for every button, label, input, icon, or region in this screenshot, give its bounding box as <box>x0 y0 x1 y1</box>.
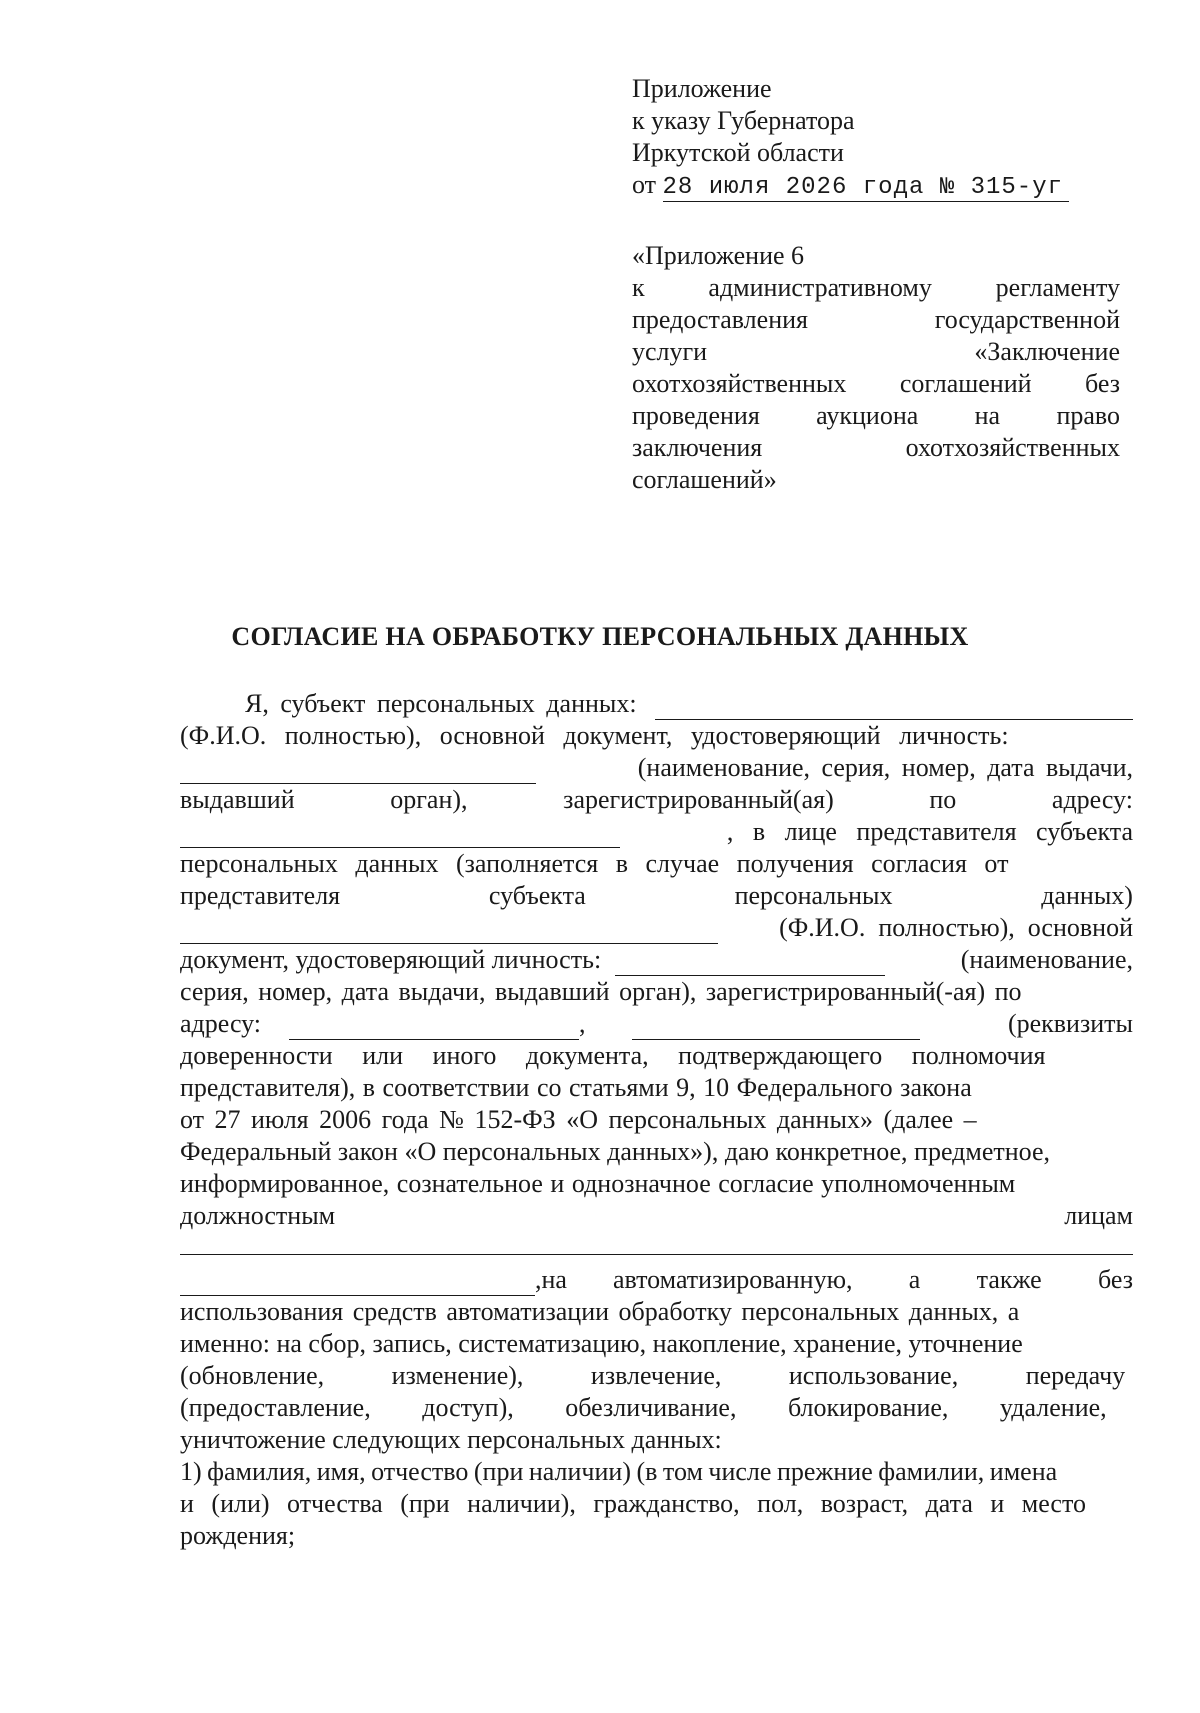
appendix-word: право <box>1056 401 1120 430</box>
body-line-9 <box>180 944 1133 976</box>
appendix-word: административному <box>708 273 932 302</box>
body-line-1 <box>180 688 1133 720</box>
appendix-word: проведения <box>632 401 760 430</box>
body-line-22: (обновление, изменение), извлечение, использование, передачу <box>180 1361 1126 1390</box>
body-text: (реквизиты <box>1007 1009 1133 1038</box>
body-line-3 <box>180 752 1133 784</box>
fill-blank-power-of-attorney[interactable] <box>632 1015 920 1040</box>
fill-blank-address[interactable] <box>180 823 620 848</box>
appendix-word: аукциона <box>816 401 919 430</box>
fill-blank-representative-document[interactable] <box>615 951 885 976</box>
fill-blank-document[interactable] <box>180 759 536 784</box>
body-line-26: и (или) отчества (при наличии), гражданство, пол, возраст, дата и место <box>180 1489 1086 1518</box>
body-word: также <box>976 1265 1042 1294</box>
body-word: персональных <box>734 881 893 910</box>
body-line-2: (Ф.И.О. полностью), основной документ, удостоверяющий личность: <box>180 721 1009 750</box>
fill-blank-officials[interactable] <box>180 1232 1133 1255</box>
body-line-10: серия, номер, дата выдачи, выдавший орган), зарегистрированный(-ая) по <box>180 977 1022 1006</box>
header-line-2: к указу Губернатора <box>632 106 855 135</box>
appendix-line-2 <box>632 272 1120 304</box>
appendix-line-7 <box>632 432 1120 464</box>
appendix-word: на <box>974 401 1001 430</box>
body-text: Я, субъект персональных данных: <box>245 689 637 718</box>
body-line-15: Федеральный закон «О персональных данных»), даю конкретное, предметное, <box>180 1137 1051 1166</box>
document-title: СОГЛАСИЕ НА ОБРАБОТКУ ПЕРСОНАЛЬНЫХ ДАННЫХ <box>231 622 969 651</box>
document-body <box>180 688 1133 1552</box>
header-line-3: Иркутской области <box>632 138 844 167</box>
body-text: , <box>579 1009 586 1038</box>
date-value: 28 июля 2026 года № 315-уг <box>663 175 1069 202</box>
body-word: а <box>908 1265 921 1294</box>
appendix-word: государственной <box>934 305 1120 334</box>
appendix-line-6 <box>632 400 1120 432</box>
header-block <box>632 73 1063 202</box>
body-line-18 <box>180 1232 1133 1264</box>
body-word: автоматизированную, <box>612 1265 853 1294</box>
body-word: лицам <box>1064 1201 1133 1230</box>
body-line-14: от 27 июля 2006 года № 152-ФЗ «О персональных данных» (далее – <box>180 1105 977 1134</box>
body-word: без <box>1097 1265 1133 1294</box>
appendix-word: к <box>632 273 645 302</box>
appendix-word: «Заключение <box>974 337 1120 366</box>
body-line-13: представителя), в соответствии со статьями 9, 10 Федерального закона <box>180 1073 972 1102</box>
appendix-word: охотхозяйственных <box>905 433 1120 462</box>
body-word: ,на <box>535 1265 567 1294</box>
body-line-4 <box>180 784 1133 816</box>
appendix-word: регламенту <box>995 273 1120 302</box>
body-text: , в лице представителя субъекта <box>726 817 1133 846</box>
body-line-11 <box>180 1008 1133 1040</box>
body-line-17 <box>180 1200 1133 1232</box>
appendix-word: услуги <box>632 337 708 366</box>
body-text: (наименование, серия, номер, дата выдачи, <box>637 753 1133 782</box>
body-line-5 <box>180 816 1133 848</box>
body-text: документ, удостоверяющий личность: <box>180 945 602 974</box>
body-line-20: использования средств автоматизации обработку персональных данных, а <box>180 1297 1020 1326</box>
body-line-8 <box>180 912 1133 944</box>
appendix-word: без <box>1084 369 1120 398</box>
body-line-12: доверенности или иного документа, подтверждающего полномочия <box>180 1041 1046 1070</box>
body-line-21: именно: на сбор, запись, систематизацию, накопление, хранение, уточнение <box>180 1329 1023 1358</box>
appendix-line-4 <box>632 336 1120 368</box>
body-text: адресу: <box>180 1009 262 1038</box>
appendix-line-5 <box>632 368 1120 400</box>
fill-blank-representative-address[interactable] <box>289 1015 579 1040</box>
body-line-25: 1) фамилия, имя, отчество (при наличии) (в том числе прежние фамилии, имена <box>180 1457 1058 1486</box>
body-line-16: информированное, сознательное и однозначное согласие уполномоченным <box>180 1169 1016 1198</box>
body-line-24: уничтожение следующих персональных данных: <box>180 1425 722 1454</box>
body-word: должностным <box>180 1201 336 1230</box>
appendix-word: заключения <box>632 433 763 462</box>
body-word: выдавший <box>180 785 295 814</box>
appendix-line-1: «Приложение 6 <box>632 241 805 270</box>
fill-blank-fio[interactable] <box>655 695 1133 720</box>
appendix-word: предоставления <box>632 305 808 334</box>
date-prefix: от <box>632 170 657 199</box>
body-word: адресу: <box>1051 785 1133 814</box>
body-word: орган), <box>390 785 468 814</box>
body-word: представителя <box>180 881 341 910</box>
appendix-line-8: соглашений» <box>632 465 777 494</box>
header-date-line <box>632 169 1063 202</box>
body-text: (наименование, <box>960 945 1133 974</box>
body-line-7 <box>180 880 1133 912</box>
body-line-19 <box>180 1264 1133 1296</box>
appendix-word: соглашений <box>899 369 1032 398</box>
body-text: (Ф.И.О. полностью), основной <box>779 913 1133 942</box>
body-word: данных) <box>1041 881 1133 910</box>
fill-blank-representative-fio[interactable] <box>180 919 718 944</box>
appendix-word: охотхозяйственных <box>632 369 847 398</box>
body-line-27: рождения; <box>180 1521 296 1550</box>
fill-blank-officials-continued[interactable] <box>180 1271 535 1296</box>
appendix-block <box>632 240 1120 496</box>
header-line-1: Приложение <box>632 74 772 103</box>
body-word: субъекта <box>488 881 586 910</box>
body-word: зарегистрированный(ая) <box>563 785 834 814</box>
appendix-line-3 <box>632 304 1120 336</box>
body-word: по <box>929 785 957 814</box>
body-line-23: (предоставление, доступ), обезличивание, блокирование, удаление, <box>180 1393 1107 1422</box>
body-line-6: персональных данных (заполняется в случае получения согласия от <box>180 849 1009 878</box>
